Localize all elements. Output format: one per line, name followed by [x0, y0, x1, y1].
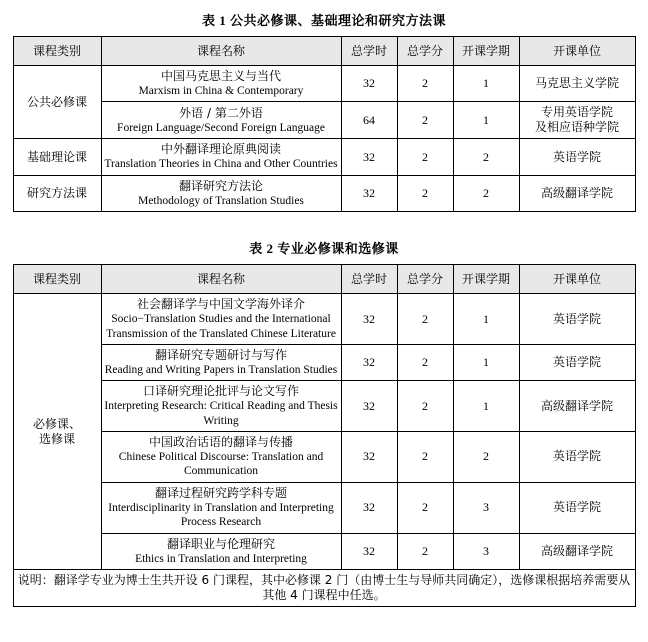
table-row — [13, 294, 635, 345]
cell-semester: 1 — [453, 294, 519, 345]
table1-section — [12, 10, 636, 212]
table-header-row — [13, 37, 635, 66]
table2-section — [12, 238, 636, 607]
cell-category: 必修课、 选修课 — [13, 294, 101, 570]
cell-unit: 高级翻译学院 — [519, 533, 635, 569]
table1-body — [13, 66, 635, 212]
cell-total-hours: 32 — [341, 139, 397, 175]
cell-course-name: 外语 / 第二外语 Foreign Language/Second Foreign Language — [101, 102, 341, 139]
cell-course-name: 口译研究理论批评与论文写作 Interpreting Research: Critical Reading and Thesis Writing — [101, 381, 341, 432]
cell-course-name: 翻译研究方法论 Methodology of Translation Studies — [101, 175, 341, 211]
column-header-unit: 开课单位 — [519, 37, 635, 66]
table-row — [13, 533, 635, 569]
table-row — [13, 482, 635, 533]
table2-body — [13, 294, 635, 607]
column-header-semester: 开课学期 — [453, 37, 519, 66]
column-header-unit: 开课单位 — [519, 265, 635, 294]
cell-unit: 英语学院 — [519, 139, 635, 175]
table1-title: 表 1 公共必修课、基础理论和研究方法课 — [201, 13, 446, 28]
cell-semester: 1 — [453, 66, 519, 102]
cell-total-credits: 2 — [397, 294, 453, 345]
column-header-category: 课程类别 — [13, 37, 101, 66]
cell-unit: 英语学院 — [519, 432, 635, 483]
column-header-total-credits: 总学分 — [397, 37, 453, 66]
table-note: 说明：翻译学专业为博士生共开设 6 门课程，其中必修课 2 门（由博士生与导师共同确定），选修课根据培养需要从其他 4 门课程中任选。 — [13, 569, 635, 606]
cell-semester: 3 — [453, 482, 519, 533]
cell-total-hours: 32 — [341, 66, 397, 102]
cell-unit: 英语学院 — [519, 294, 635, 345]
cell-course-name: 中国政治话语的翻译与传播 Chinese Political Discourse: Translation and Communication — [101, 432, 341, 483]
cell-semester: 3 — [453, 533, 519, 569]
cell-total-credits: 2 — [397, 482, 453, 533]
column-header-course-name: 课程名称 — [101, 37, 341, 66]
cell-total-hours: 32 — [341, 344, 397, 380]
cell-course-name: 翻译过程研究跨学科专题 Interdisciplinarity in Translation and Interpreting Process Research — [101, 482, 341, 533]
column-header-course-name: 课程名称 — [101, 265, 341, 294]
table2-header — [13, 265, 635, 294]
cell-total-credits: 2 — [397, 533, 453, 569]
cell-total-credits: 2 — [397, 66, 453, 102]
cell-total-hours: 32 — [341, 294, 397, 345]
column-header-total-hours: 总学时 — [341, 37, 397, 66]
cell-semester: 2 — [453, 432, 519, 483]
table2 — [13, 264, 636, 607]
cell-total-hours: 32 — [341, 175, 397, 211]
cell-semester: 2 — [453, 175, 519, 211]
cell-course-name: 社会翻译学与中国文学海外译介 Socio−Translation Studies and the International Transmission of the Translated Chinese Literature — [101, 294, 341, 345]
cell-course-name: 中外翻译理论原典阅读 Translation Theories in China and Other Countries — [101, 139, 341, 175]
table1-header — [13, 37, 635, 66]
column-header-semester: 开课学期 — [453, 265, 519, 294]
table-row — [13, 102, 635, 139]
cell-unit: 英语学院 — [519, 344, 635, 380]
cell-unit: 专用英语学院 及相应语种学院 — [519, 102, 635, 139]
table-row — [13, 139, 635, 175]
cell-total-credits: 2 — [397, 175, 453, 211]
cell-category: 研究方法课 — [13, 175, 101, 211]
table-row — [13, 432, 635, 483]
cell-semester: 1 — [453, 344, 519, 380]
cell-total-hours: 32 — [341, 482, 397, 533]
cell-semester: 1 — [453, 381, 519, 432]
cell-category: 基础理论课 — [13, 139, 101, 175]
table-row — [13, 381, 635, 432]
cell-total-credits: 2 — [397, 381, 453, 432]
cell-course-name: 翻译职业与伦理研究 Ethics in Translation and Interpreting — [101, 533, 341, 569]
cell-unit: 英语学院 — [519, 482, 635, 533]
cell-semester: 2 — [453, 139, 519, 175]
table-row — [13, 175, 635, 211]
cell-total-credits: 2 — [397, 344, 453, 380]
table2-title: 表 2 专业必修课和选修课 — [249, 241, 399, 257]
cell-total-credits: 2 — [397, 432, 453, 483]
table-note-row — [13, 569, 635, 606]
column-header-category: 课程类别 — [13, 265, 101, 294]
column-header-total-credits: 总学分 — [397, 265, 453, 294]
table-header-row — [13, 265, 635, 294]
table1 — [13, 36, 636, 212]
table-row — [13, 66, 635, 102]
cell-unit: 高级翻译学院 — [519, 381, 635, 432]
cell-total-credits: 2 — [397, 139, 453, 175]
cell-semester: 1 — [453, 102, 519, 139]
cell-total-hours: 64 — [341, 102, 397, 139]
cell-total-credits: 2 — [397, 102, 453, 139]
cell-unit: 高级翻译学院 — [519, 175, 635, 211]
cell-course-name: 中国马克思主义与当代 Marxism in China & Contemporary — [101, 66, 341, 102]
table-row — [13, 344, 635, 380]
column-header-total-hours: 总学时 — [341, 265, 397, 294]
cell-category: 公共必修课 — [13, 66, 101, 139]
cell-total-hours: 32 — [341, 533, 397, 569]
cell-total-hours: 32 — [341, 432, 397, 483]
cell-unit: 马克思主义学院 — [519, 66, 635, 102]
cell-total-hours: 32 — [341, 381, 397, 432]
cell-course-name: 翻译研究专题研讨与写作 Reading and Writing Papers in Translation Studies — [101, 344, 341, 380]
